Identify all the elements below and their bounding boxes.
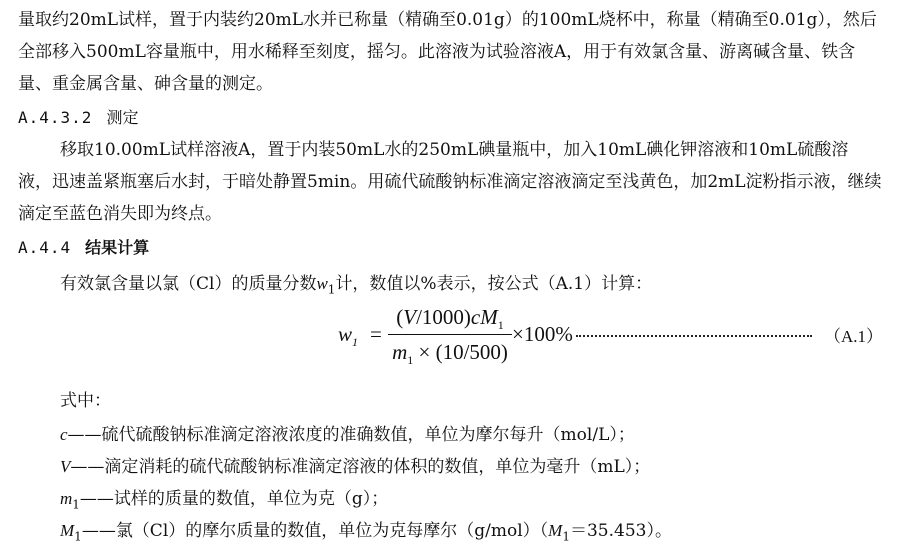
- formula-tail: ×100%: [512, 322, 573, 346]
- paragraph-intro: [18, 268, 882, 305]
- formula-lhs: $w_1$: [338, 322, 359, 350]
- section-heading-a432: [18, 106, 138, 130]
- definition-m1: $m_1——$试样的质量的数值，单位为克（g）；: [60, 489, 389, 512]
- definition-c: c——硫代硫酸钠标准滴定溶液浓度的准确数值，单位为摩尔每升（mol/L）；: [60, 425, 635, 445]
- paragraph-sample-prep: 量取约20mL试样，置于内装约20mL水并已称量（精确至0.01g）的100mL烧杯中，称量（精确至0.01g），然后全部移入500mL容量瓶中，用水稀释至刻度，摇匀。此溶液为试验溶液A，用于有效氯含量、游离碱含量、铁含量、重金属含量、砷含量的测定。: [18, 10, 877, 94]
- dot-leader: [576, 329, 812, 337]
- definition-m1-molar: $M_1——$氯（Cl）的摩尔质量的数值，单位为克每摩尔$(g/mol)(M_1=35.453)$。: [60, 521, 672, 544]
- formula-numerator: $(V/1000)cM_1$: [396, 305, 504, 333]
- formula-a1: [338, 302, 884, 370]
- formula-equals: =: [370, 322, 382, 346]
- section-heading-a44: [18, 236, 149, 260]
- var-w: w: [316, 274, 328, 293]
- where-label: 式中：: [60, 391, 111, 411]
- section-title: 结果计算: [85, 238, 150, 257]
- intro-text-end: 计，数值以%表示，按公式（A.1）计算：: [335, 274, 653, 294]
- definition-v: V——滴定消耗的硫代硫酸钠标准滴定溶液的体积的数值，单位为毫升（mL）；: [60, 457, 651, 477]
- section-number: A.4.3.2: [18, 108, 93, 127]
- section-title: 测定: [106, 108, 139, 127]
- intro-text: 有效氯含量以氯（Cl）的质量分数: [60, 274, 317, 294]
- section-number: A.4.4: [18, 238, 72, 257]
- paragraph-determination: 移取10.00mL试样溶液A，置于内装50mL水的250mL碘量瓶中，加入10mL碘化钾溶液和10mL硫酸溶液，迅速盖紧瓶塞后水封，于暗处静置5min。用硫代硫酸钠标准滴定溶液滴定至浅黄色，加2mL淀粉指示液，继续滴定至蓝色消失即为终点。: [18, 140, 882, 224]
- formula-number: （A.1）: [824, 327, 884, 346]
- formula-denominator: $m_1 \times (10/500)$: [392, 340, 508, 368]
- formula-fraction: [388, 302, 512, 367]
- fraction-bar: [388, 334, 512, 335]
- subscript: 1: [327, 282, 336, 297]
